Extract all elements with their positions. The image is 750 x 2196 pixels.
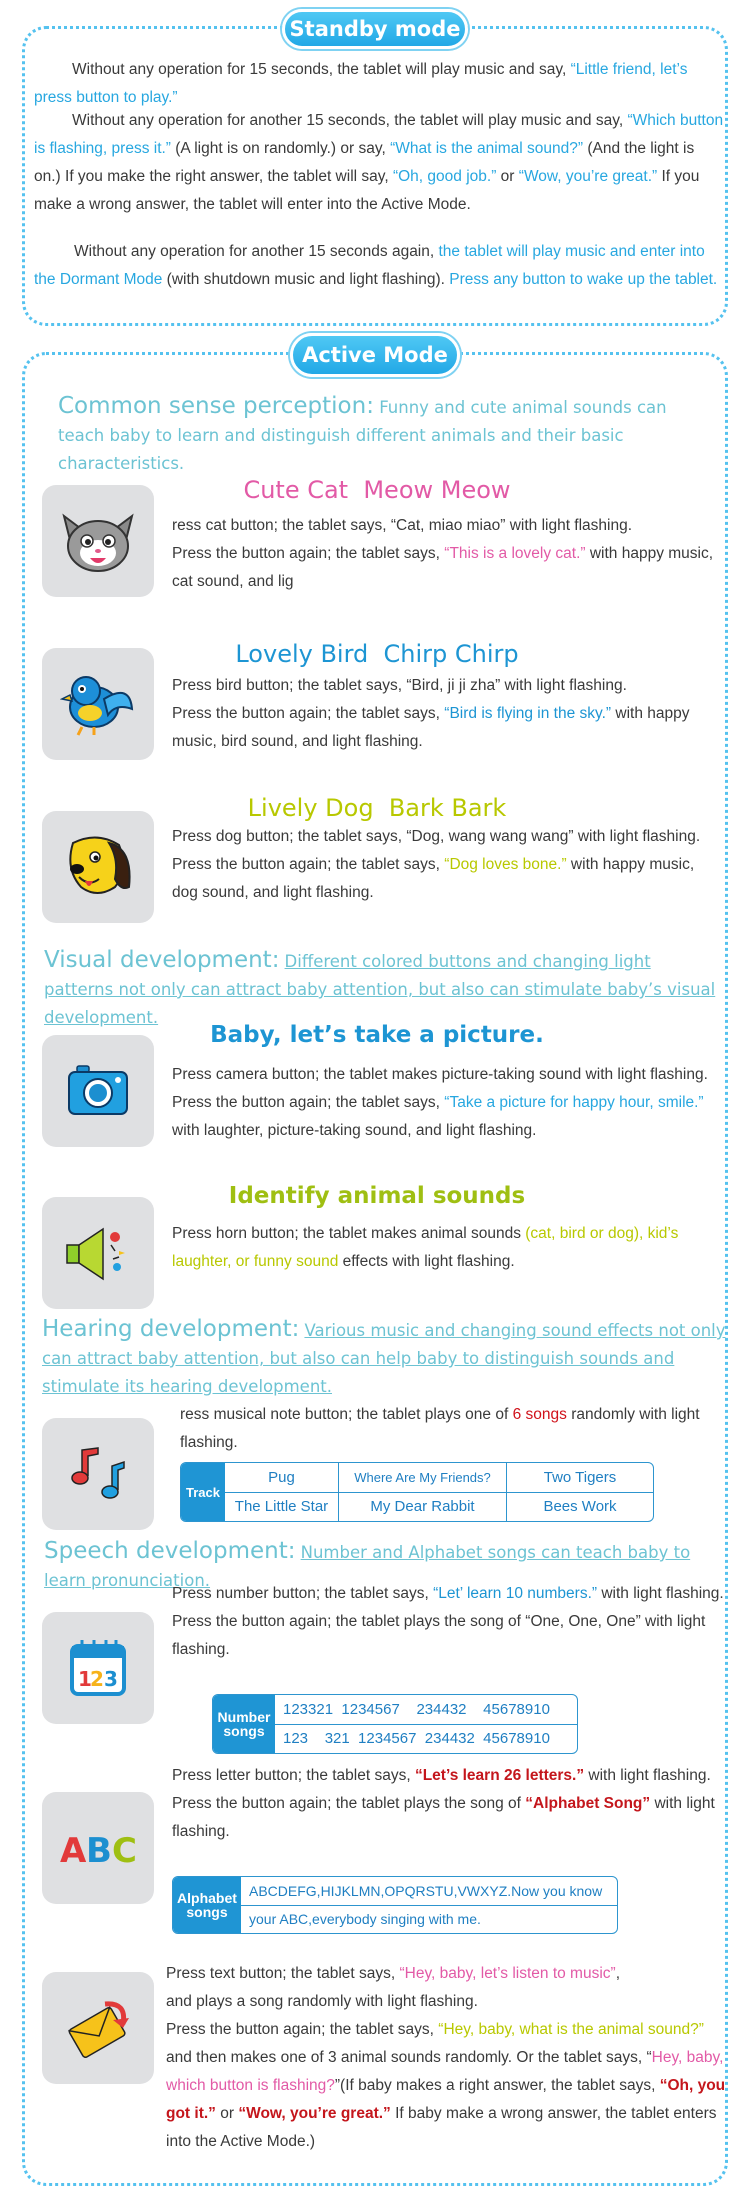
cat-button-tile	[42, 485, 154, 597]
horn-button-tile	[42, 1197, 154, 1309]
letter-button-tile	[42, 1792, 154, 1904]
track-table	[180, 1462, 654, 1522]
number-song-row: 123321 1234567 234432 45678910	[275, 1695, 577, 1725]
dog-button-tile	[42, 811, 154, 923]
letter-description: Press letter button; the tablet says, “Let’s learn 26 letters.” with light flashing. Press the button again; the tablet plays the song of “Alphabet Song” with light flashing.	[172, 1767, 715, 1840]
horn-icon	[63, 1223, 133, 1283]
music-note-icon	[68, 1444, 128, 1504]
svg-text:3: 3	[104, 1667, 118, 1691]
speech-development-section: Speech development: Number and Alphabet songs can teach baby to learn pronunciation.	[44, 1538, 691, 1590]
track-cell: Pug	[225, 1463, 339, 1493]
alphabet-song-row: your ABC,everybody singing with me.	[249, 1911, 481, 1928]
alphabet-songs-table	[172, 1876, 618, 1934]
number-songs-label: Number songs	[213, 1695, 275, 1753]
camera-description: Press camera button; the tablet makes picture-taking sound with light flashing. Press the button again; the tablet says, “Take a picture for happy hour, smile.” with laughter, picture-taking sound, and light flashing.	[172, 1066, 708, 1139]
track-label: Track	[181, 1463, 225, 1521]
cat-title: Cute Cat Meow Meow	[243, 476, 511, 504]
visual-development-section: Visual development: Different colored buttons and changing light patterns not only can attract baby attention, but also can stimulate baby’s visual development.	[44, 947, 716, 1027]
horn-description: Press horn button; the tablet makes animal sounds (cat, bird or dog), kid’s laughter, or funny sound effects with light flashing.	[172, 1225, 679, 1270]
svg-text:2: 2	[90, 1667, 104, 1691]
track-cell: Bees Work	[543, 1498, 617, 1516]
common-sense-section: Common sense perception: Funny and cute animal sounds can teach baby to learn and distinguish different animals and their basic characteristics.	[58, 393, 667, 473]
music-description: ress musical note button; the tablet plays one of 6 songs randomly with light flashing.	[180, 1406, 700, 1451]
track-cell: Two Tigers	[507, 1463, 653, 1493]
svg-text:C: C	[112, 1831, 137, 1868]
dog-description: Press dog button; the tablet says, “Dog, wang wang wang” with light flashing. Press the button again; the tablet says, “Dog loves bone.” with happy music, dog sound, and light flashing.	[172, 828, 701, 901]
active-mode-title: Active Mode	[290, 333, 460, 377]
text-description: Press text button; the tablet says, “Hey, baby, let’s listen to music”, and plays a song randomly with light flashing. Press the button again; the tablet says, “Hey, baby, what is the animal sound?” and then makes one of 3 animal sounds randomly. Or the tablet says, “Hey, baby, which button is flashing?”(If baby makes a right answer, the tablet says, “Oh, you got it.” or “Wow, you’re great.” If baby make a wrong answer, the tablet enters into the Active Mode.)	[166, 1965, 726, 2150]
hearing-development-section: Hearing development: Various music and changing sound effects not only can attract baby attention, but also can help baby to distinguish sounds and stimulate its hearing development.	[42, 1316, 726, 1396]
number-song-row: 123 321 1234567 234432 45678910	[283, 1730, 550, 1748]
track-cell: The Little Star	[225, 1493, 339, 1521]
bird-icon	[60, 669, 136, 739]
track-cell: My Dear Rabbit	[339, 1493, 507, 1521]
alphabet-song-row: ABCDEFG,HIJKLMN,OPQRSTU,VWXYZ.Now you know	[241, 1877, 617, 1906]
bird-button-tile	[42, 648, 154, 760]
number-button-tile	[42, 1612, 154, 1724]
standby-mode-title: Standby mode	[282, 9, 468, 49]
dog-title: Lively Dog Bark Bark	[247, 794, 507, 822]
track-cell: Where Are My Friends?	[339, 1463, 507, 1493]
standby-paragraph-2: Without any operation for another 15 seconds, the tablet will play music and say, “Which button is flashing, press it.” (A light is on randomly.) or say, “What is the animal sound?” (And the light is on.) If you make the right answer, the tablet will say, “Oh, good job.” or “Wow, you’re great.” If you make a wrong answer, the tablet will enter into the Active Mode.	[34, 112, 724, 213]
svg-text:B: B	[86, 1831, 112, 1868]
alphabet-songs-label: Alphabet songs	[173, 1877, 241, 1933]
svg-text:1: 1	[78, 1667, 92, 1691]
number-description: Press number button; the tablet says, “Let’ learn 10 numbers.” with light flashing. Press the button again; the tablet plays the song of “One, One, One” with light flashing.	[172, 1585, 724, 1658]
cat-face-icon	[56, 506, 140, 576]
music-note-button-tile	[42, 1418, 154, 1530]
camera-icon	[67, 1064, 129, 1118]
camera-button-tile	[42, 1035, 154, 1147]
svg-text:A: A	[60, 1831, 87, 1868]
envelope-icon	[65, 1998, 131, 2058]
standby-paragraph-3: Without any operation for another 15 seconds again, the tablet will play music and enter into the Dormant Mode (with shutdown music and light flashing). Press any button to wake up the tablet.	[34, 243, 718, 288]
cat-description: ress cat button; the tablet says, “Cat, miao miao” with light flashing. Press the button again; the tablet says, “This is a lovely cat.” with happy music, cat sound, and lig	[172, 517, 714, 590]
horn-title: Identify animal sounds	[228, 1183, 526, 1209]
number-songs-table	[212, 1694, 578, 1754]
number-calendar-icon	[68, 1638, 128, 1698]
standby-paragraph-1: Without any operation for 15 seconds, the tablet will play music and say, “Little friend, let’s press button to play.”	[34, 61, 688, 106]
dog-icon	[63, 829, 133, 905]
text-button-tile	[42, 1972, 154, 2084]
bird-description: Press bird button; the tablet says, “Bird, ji ji zha” with light flashing. Press the button again; the tablet says, “Bird is flying in the sky.” with happy music, bird sound, and light flashing.	[172, 677, 690, 750]
abc-letters-icon	[58, 1828, 138, 1868]
camera-title: Baby, let’s take a picture.	[210, 1022, 544, 1048]
bird-title: Lovely Bird Chirp Chirp	[235, 640, 519, 668]
